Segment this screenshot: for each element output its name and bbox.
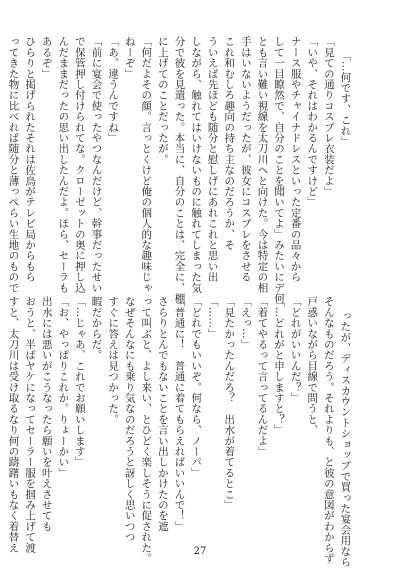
text-line: おうと、半ばヤケになってセーラー服を掴み上げて渡	[24, 296, 37, 553]
text-line: で保管押し付けられてな。クローゼットの奥に押し込	[73, 36, 86, 293]
text-line: 「…じゃあ、これでお願いします」	[73, 296, 86, 468]
text-line: 「…どれがと申しますと？」	[273, 296, 286, 436]
upper-text-block	[7, 36, 370, 304]
text-line: 「えっ…」	[239, 296, 252, 350]
text-line: 「いや、それはわかるんですけど」	[306, 36, 319, 208]
page-number: 27	[193, 546, 207, 557]
text-line: んだままだったの思い出したんだよ。ほら、セーラも	[57, 36, 70, 293]
text-line: 「どれがいいんだ？」	[289, 296, 302, 403]
text-line: ういえば先ほども随分と慰しげにあれこれと思い出	[206, 36, 219, 283]
text-line: に上げてのことだったが。	[156, 36, 169, 165]
text-line: 「普通に！ 普通に着てもらえればいいんで！」	[173, 296, 186, 532]
text-line: 「…何です、これ」	[339, 50, 352, 147]
text-line: これ和むしろ趣向の持ち主なのだろうか、そ	[223, 36, 236, 250]
text-line: 「見たかったんだろ？ 出水が着てるとこ」	[223, 296, 236, 510]
text-line: 「お、やっぱりこれか。りょーかい」	[57, 296, 70, 478]
text-line: 戸惑いながら目線で問うと、	[306, 296, 319, 436]
text-line: すぐに答えは見つかった。	[107, 296, 120, 425]
text-line: しながら、触れてはいけないものに触れてしまった気	[190, 36, 203, 293]
text-line: して一目瞭然で、自分のことを聞いてよ」みたいにデ何	[273, 36, 286, 304]
text-line: ひらりと掲げられたそれは佐鳥がテレビ局からもら	[24, 36, 37, 283]
text-line: 「どれでもいいぞ。何なら、ノーパ」	[190, 296, 203, 478]
text-line: 「……」	[206, 296, 219, 339]
text-line: とも言い難い視線を太刀川へと向けた。今は特定の相	[256, 36, 269, 293]
text-line: 「着てやるって言ってるんだよ」	[256, 296, 269, 457]
text-line: さらりとんでもないことを言い出しかけたのを遮	[156, 296, 169, 532]
text-line: 「あ、違うんですね」	[107, 36, 120, 143]
text-line: 「見ての通りコスプレ衣装だよ」	[322, 36, 335, 197]
text-line: 「前に宴会で使ったやつなんだけど、幹事だったせい	[90, 36, 103, 293]
text-line: って叫ぶと、よし来い、とひどく楽しそうに促された。	[140, 296, 153, 564]
text-line: すと、太刀川は受け取るなり何の躊躇いもなく着替え	[7, 296, 20, 553]
text-line: 出水には悪いがこうなったら願いを叶えさせても	[40, 296, 53, 532]
text-line: ってきた物に比べれば随分と薄っぺらい生地のもので	[7, 36, 20, 293]
text-line: あるぞ」	[40, 36, 53, 79]
text-line: 手はいないようだったが、彼女にコスプレをさせる	[239, 36, 252, 283]
text-line: ねーぞ」	[123, 36, 136, 79]
text-line: ナース服やチャイナドレスといった定番の品々から	[289, 36, 302, 283]
text-line: ったが、ディスカウントショップで買った宴会用なら	[339, 310, 352, 567]
text-line: 「何だよその顔。言っとくけど俺の個人的な趣味じゃ	[140, 36, 153, 293]
text-line: 分で彼を見遣った。本当に、自分のことは、完全に、棚	[173, 36, 186, 304]
text-line: 暇だからだ。	[90, 296, 103, 361]
text-line: そんなものだろう。それよりも、と彼の意図がわからず	[322, 296, 335, 564]
text-line: なぜそんなにも乗り気なのだろうと訝しく思いつつ	[123, 296, 136, 543]
